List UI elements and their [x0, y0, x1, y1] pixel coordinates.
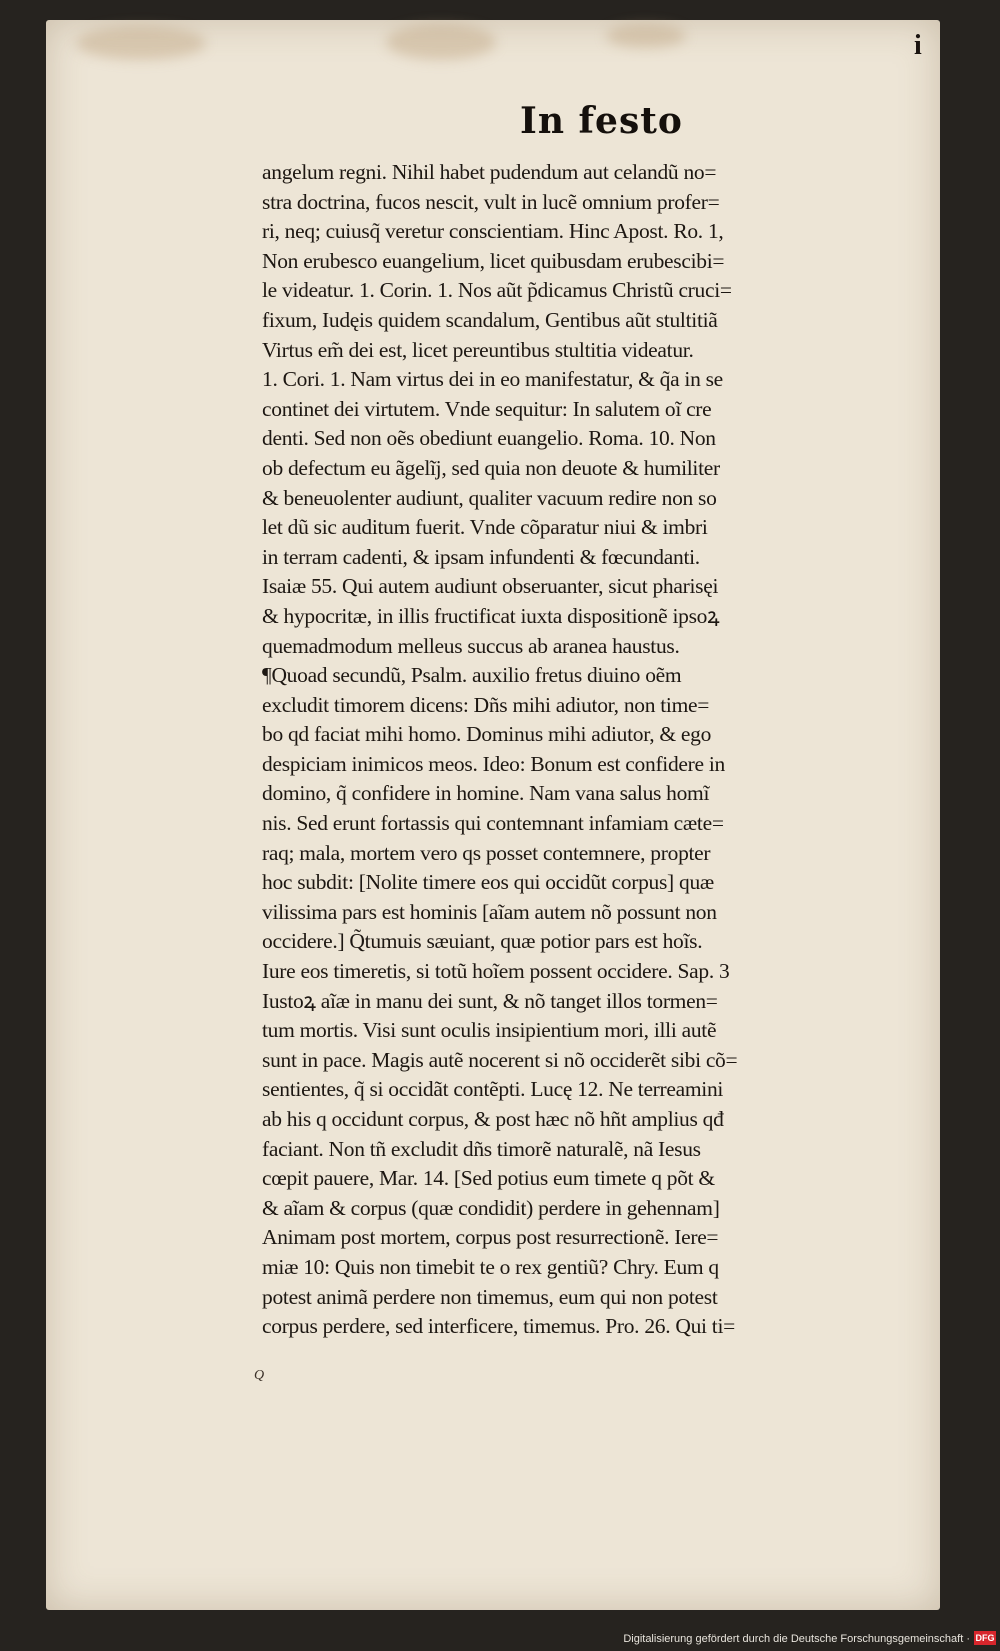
text-line: Iure eos timeretis, si totũ hoĩem possent occidere. Sap. 3: [262, 959, 730, 984]
text-line: continet dei virtutem. Vnde sequitur: In salutem oĩ cre: [262, 396, 712, 421]
running-head: In festo: [520, 100, 683, 142]
text-line: raq; mala, mortem vero qs posset contemnere, propter: [262, 840, 711, 865]
text-line: sentientes, q̃ si occidãt contẽpti. Lucę 12. Ne terreamini: [262, 1077, 724, 1102]
text-line: let dũ sic auditum fuerit. Vnde cõparatur niui & imbri: [262, 515, 708, 540]
text-line: faciant. Non tñ excludit dñs timorẽ naturalẽ, nã Iesus: [262, 1136, 701, 1161]
text-line: 1. Cori. 1. Nam virtus dei in eo manifestatur, & q̃a in se: [262, 367, 723, 392]
text-line: vilissima pars est hominis [aĩam autem nõ possunt non: [262, 899, 717, 924]
text-line: sunt in pace. Magis autẽ nocerent si nõ occiderẽt sibi cõ=: [262, 1047, 738, 1072]
page-stain: [76, 26, 206, 60]
folio-number: i: [914, 30, 922, 61]
text-line: miæ 10: Quis non timebit te o rex gentiũ? Chry. Eum q: [262, 1254, 719, 1279]
text-line: bo qd faciat mihi homo. Dominus mihi adiutor, & ego: [262, 722, 712, 747]
text-line: Animam post mortem, corpus post resurrectionẽ. Iere=: [262, 1225, 719, 1250]
text-line: domino, q̃ confidere in homine. Nam vana salus homĩ: [262, 781, 710, 806]
text-line: hoc subdit: [Nolite timere eos qui occidũt corpus] quæ: [262, 870, 714, 895]
text-line: angelum regni. Nihil habet pudendum aut celandũ no=: [262, 160, 717, 184]
digitization-credit: Digitalisierung gefördert durch die Deutsche Forschungsgemeinschaft ·: [623, 1633, 970, 1645]
text-line: excludit timorem dicens: Dñs mihi adiutor, non time=: [262, 692, 710, 717]
text-line: fixum, Iudęis quidem scandalum, Gentibus aũt stultitiã: [262, 307, 718, 332]
text-line: ri, neq; cuiusq̃ veretur conscientiam. Hinc Apost. Ro. 1,: [262, 219, 724, 244]
text-line: Isaiæ 55. Qui autem audiunt obseruanter, sicut pharisęi: [262, 574, 719, 599]
text-line: ¶Quoad secundũ, Psalm. auxilio fretus diuino oẽm: [262, 663, 682, 688]
text-line: Virtus em̃ dei est, licet pereuntibus stultitia videatur.: [262, 337, 694, 362]
page-stain: [386, 24, 496, 60]
text-line: ab his q occidunt corpus, & post hæc nõ hñt amplius qđ: [262, 1107, 724, 1131]
text-line: & hypocritæ, in illis fructificat iuxta dispositionẽ ipsoꝝ: [262, 603, 720, 628]
text-block: [262, 158, 932, 1342]
catchword: Q: [254, 1368, 265, 1383]
text-line: le videatur. 1. Corin. 1. Nos aũt p̃dicamus Christũ cruci=: [262, 278, 732, 303]
text-line: potest animã perdere non timemus, eum qui non potest: [262, 1284, 718, 1309]
text-line: occidere.] Q̃tumuis sæuiant, quæ potior pars est hoĩs.: [262, 929, 703, 954]
text-line: denti. Sed non oẽs obediunt euangelio. Roma. 10. Non: [262, 426, 716, 451]
dfg-logo: DFG: [975, 1633, 995, 1643]
text-line: nis. Sed erunt fortassis qui contemnant infamiam cæte=: [262, 811, 724, 836]
text-line: despiciam inimicos meos. Ideo: Bonum est confidere in: [262, 751, 725, 776]
text-line: in terram cadenti, & ipsam infundenti & fœcundanti.: [262, 544, 700, 569]
text-line: ob defectum eu ãgelĩj, sed quia non deuote & humiliter: [262, 455, 720, 480]
text-line: & aĩam & corpus (quæ condidit) perdere in gehennam]: [262, 1195, 720, 1220]
text-line: Non erubesco euangelium, licet quibusdam erubescibi=: [262, 248, 725, 273]
text-line: Iustoꝝ aĩæ in manu dei sunt, & nõ tanget illos tormen=: [262, 988, 718, 1013]
text-line: corpus perdere, sed interficere, timemus. Pro. 26. Qui ti=: [262, 1314, 735, 1339]
text-line: tum mortis. Visi sunt oculis insipientium mori, illi autẽ: [262, 1018, 717, 1043]
text-line: quemadmodum melleus succus ab aranea haustus.: [262, 633, 680, 658]
page-stain: [606, 24, 686, 48]
text-line: stra doctrina, fucos nescit, vult in lucẽ omnium profer=: [262, 189, 720, 214]
text-line: cœpit pauere, Mar. 14. [Sed potius eum timete q põt &: [262, 1166, 715, 1191]
text-line: & beneuolenter audiunt, qualiter vacuum redire non so: [262, 485, 717, 510]
